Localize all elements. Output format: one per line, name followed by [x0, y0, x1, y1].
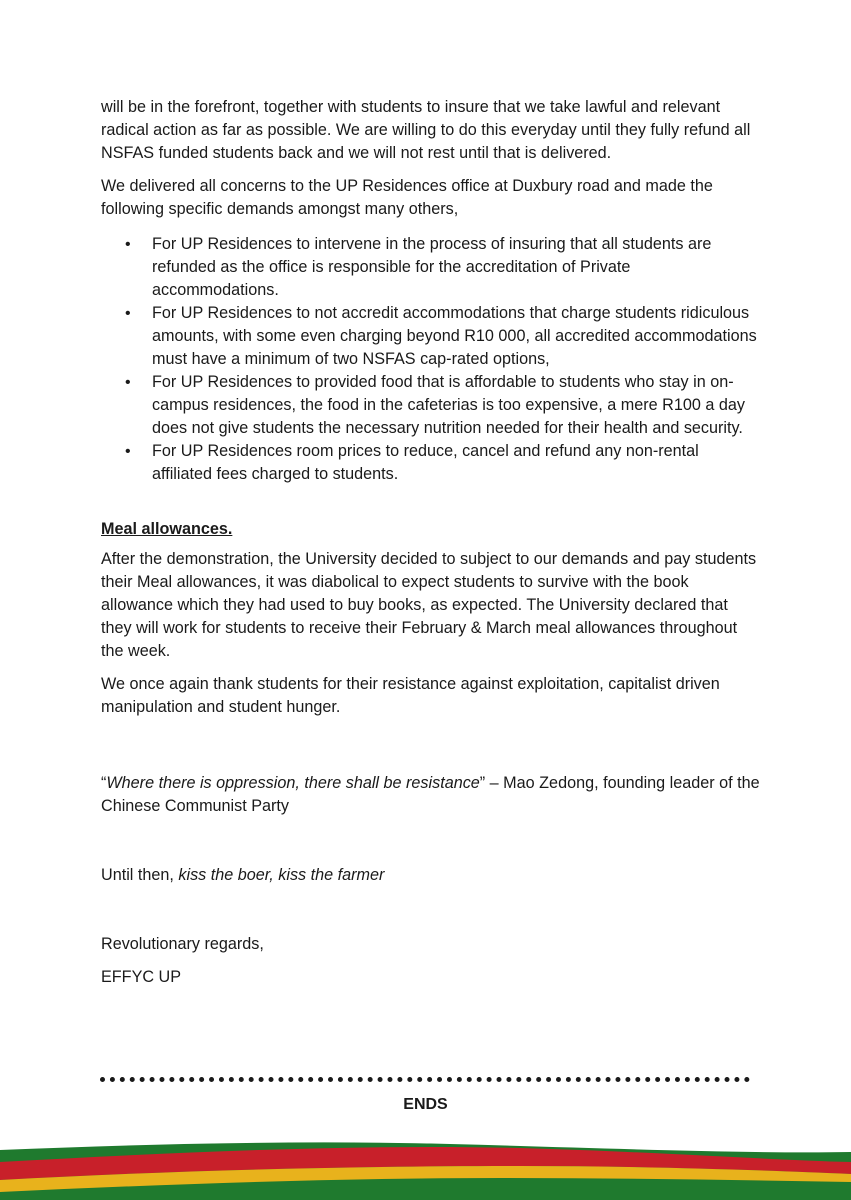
demand-text: For UP Residences to provided food that is affordable to students who stay in on-campus residences, the food in the cafeterias is too expensive, a mere R100 a day does not give students the necessary nutrition needed for their health and security.	[152, 373, 745, 437]
meal-paragraph-1: After the demonstration, the University decided to subject to our demands and pay students their Meal allowances, it was diabolical to expect students to survive with the book allowance which they had used to buy books, as expected. The University declared that they will work for students to receive their February & March meal allowances throughout the week.	[101, 550, 757, 660]
demand-text: For UP Residences room prices to reduce, cancel and refund any non-rental affiliated fees charged to students.	[152, 442, 699, 483]
quote-open-mark: “	[101, 774, 107, 792]
intro-paragraph-2: We delivered all concerns to the UP Residences office at Duxbury road and made the following specific demands amongst many others,	[101, 177, 713, 218]
list-item	[125, 371, 761, 440]
quote-attribution: – Mao Zedong, founding leader of the Chinese Communist Party	[101, 774, 760, 815]
bullet-icon: •	[125, 374, 131, 391]
document-body	[101, 96, 761, 989]
list-item	[125, 302, 761, 371]
quote-close-mark: ”	[479, 774, 486, 792]
until-line	[101, 864, 761, 887]
meal-paragraph-2: We once again thank students for their resistance against exploitation, capitalist driven manipulation and student hunger.	[101, 675, 720, 716]
bullet-icon: •	[125, 236, 131, 253]
demand-text: For UP Residences to not accredit accommodations that charge students ridiculous amounts, with some even charging beyond R10 000, all accredited accommodations must have a minimum of two NSFAS cap-rated options,	[152, 304, 757, 368]
signature: EFFYC UP	[101, 968, 182, 986]
quote-text: Where there is oppression, there shall be resistance	[106, 774, 480, 792]
list-item	[125, 233, 761, 302]
list-item	[125, 440, 761, 486]
demand-text: For UP Residences to intervene in the process of insuring that all students are refunded as the office is responsible for the accreditation of Private accommodations.	[152, 235, 712, 299]
bullet-icon: •	[125, 305, 131, 322]
ends-label: ENDS	[403, 1096, 448, 1113]
meal-allowances-heading: Meal allowances.	[101, 520, 233, 538]
demands-list	[101, 233, 761, 486]
intro-paragraph-1: will be in the forefront, together with students to insure that we take lawful and relevant radical action as far as possible. We are willing to do this everyday until they fully refund all NSFAS funded students back and we will not rest until that is delivered.	[101, 98, 751, 162]
footer-color-band	[0, 1140, 851, 1200]
until-prefix: Until then,	[101, 866, 179, 884]
dotted-divider	[100, 1077, 750, 1082]
regards-line: Revolutionary regards,	[101, 935, 264, 953]
bullet-icon: •	[125, 443, 131, 460]
until-slogan: kiss the boer, kiss the farmer	[178, 866, 385, 884]
quote-block	[101, 772, 761, 818]
